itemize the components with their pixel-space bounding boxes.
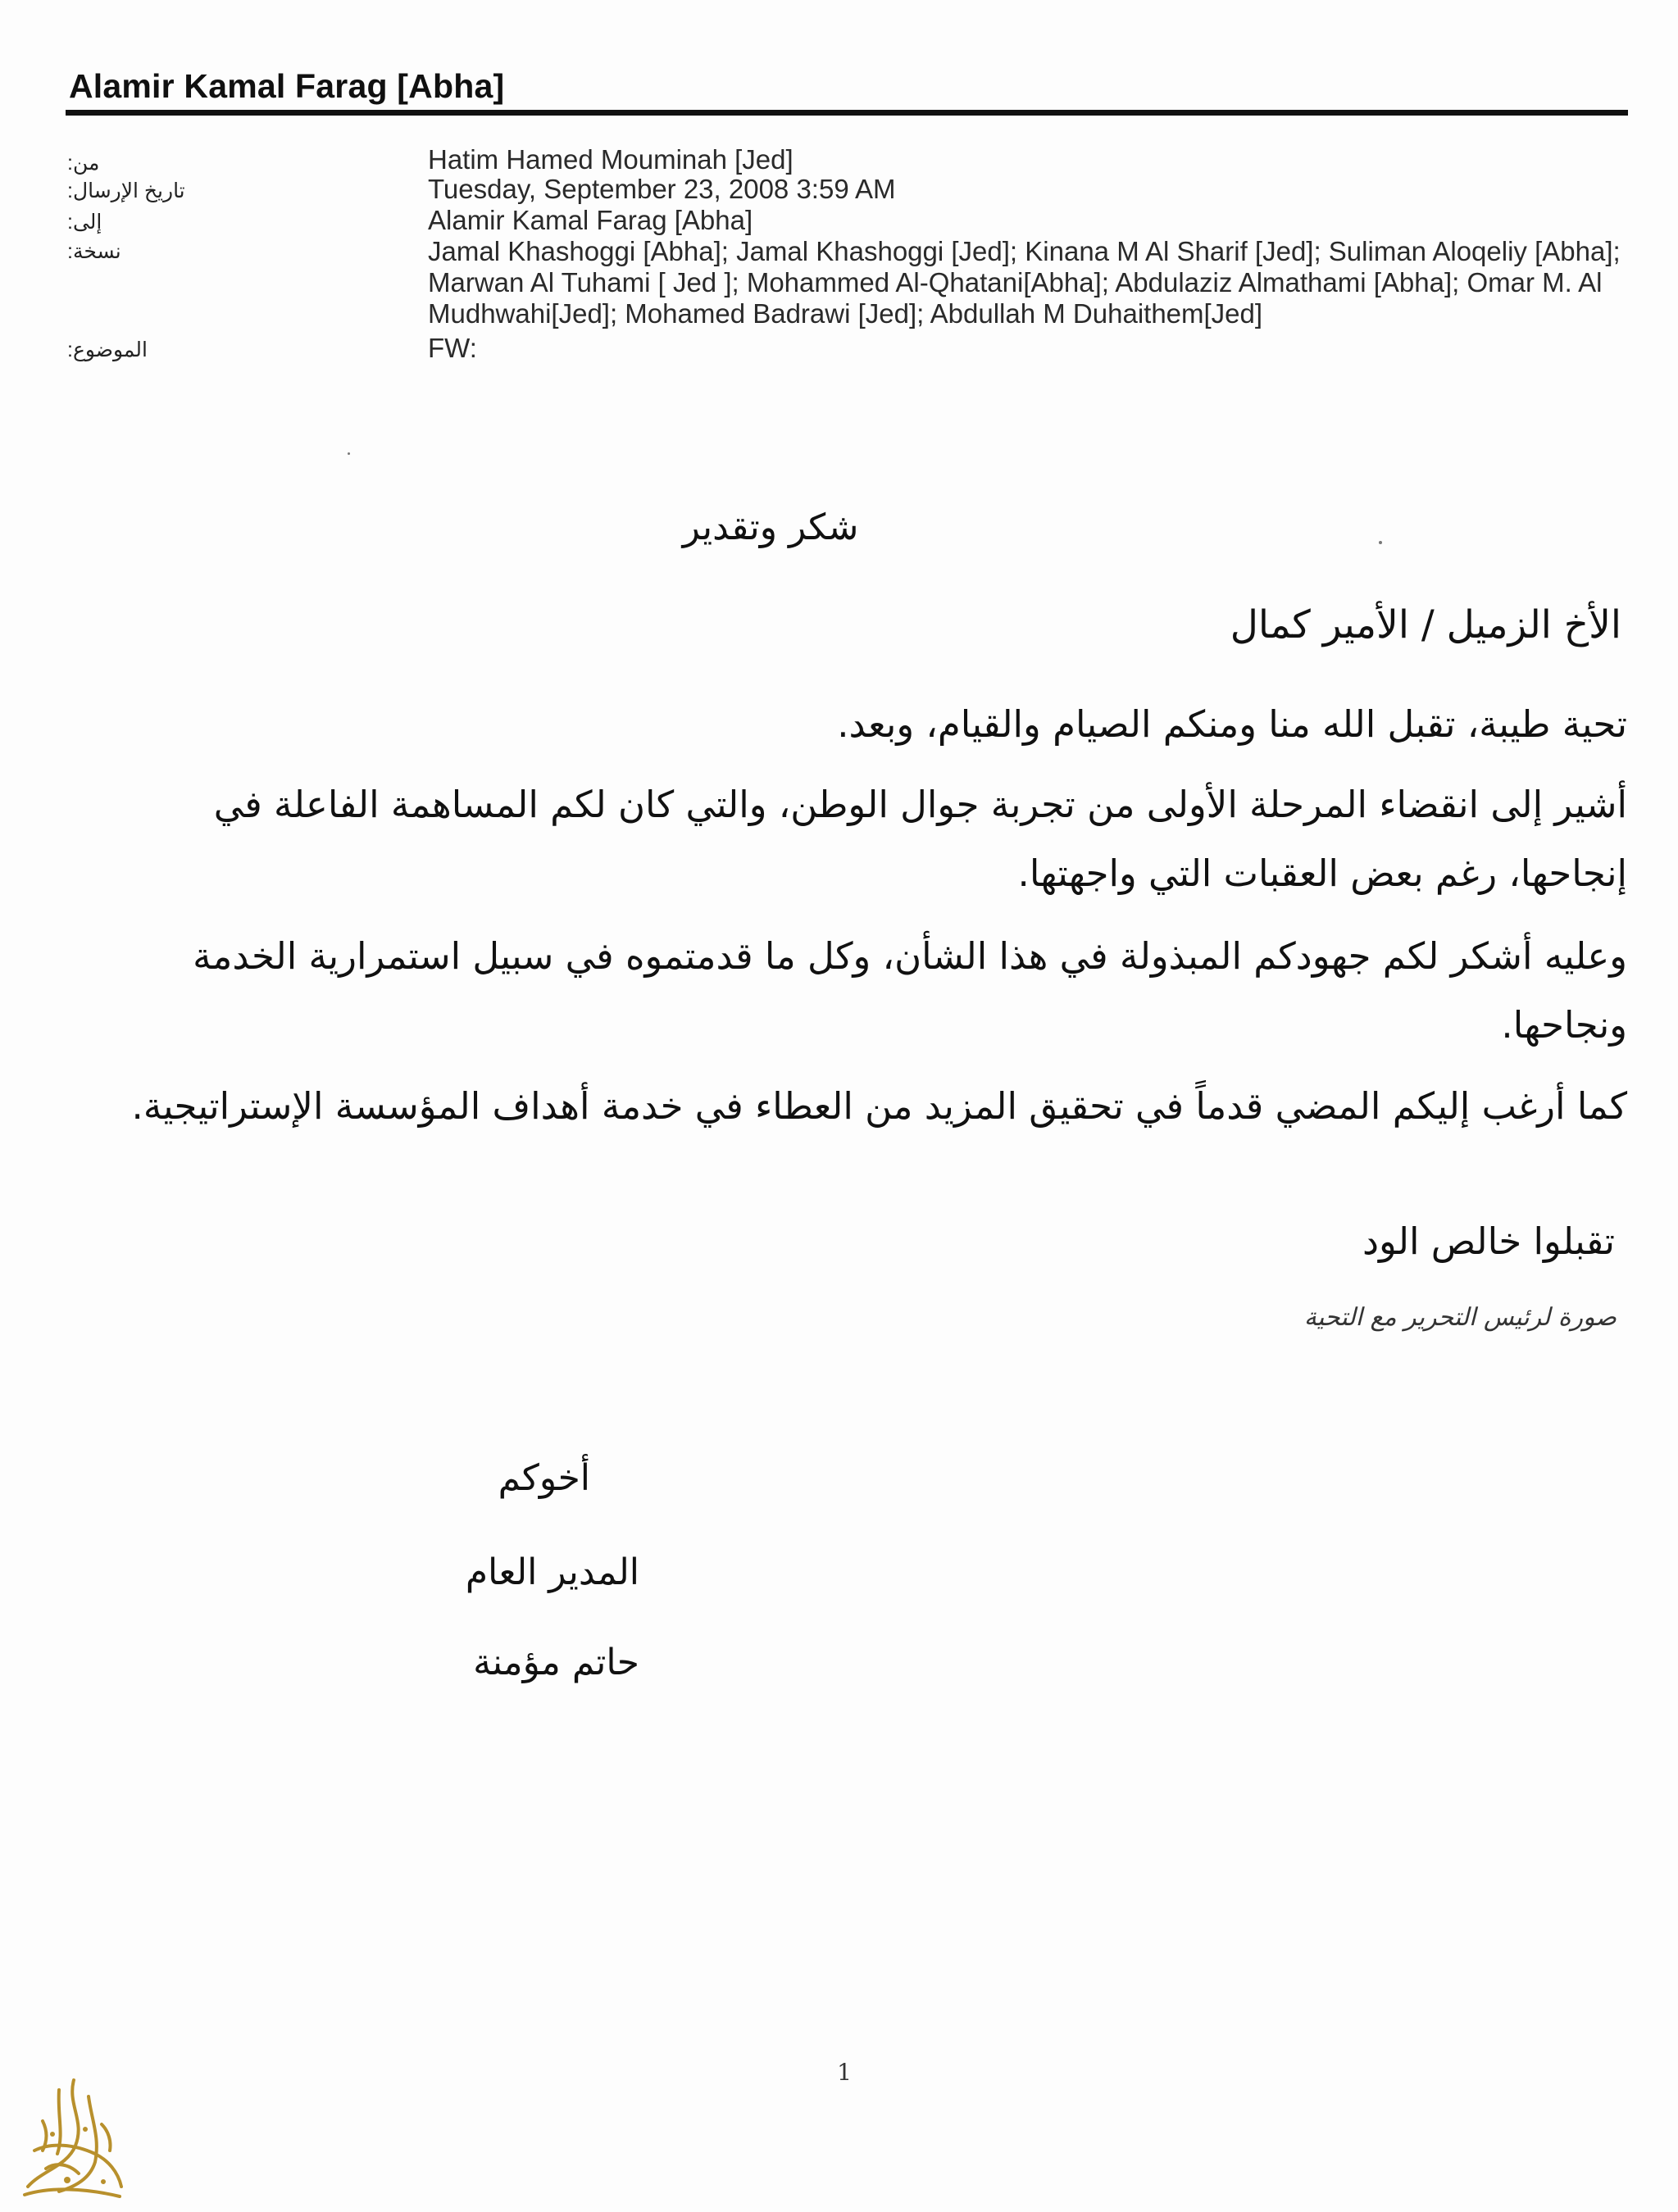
subject-label: الموضوع:	[67, 338, 148, 361]
signature-title: المدير العام	[465, 1551, 639, 1593]
gold-calligraphy-logo-icon	[10, 2072, 133, 2203]
scan-speck	[1379, 541, 1382, 544]
from-label: من:	[67, 152, 100, 175]
signature-brother: أخوكم	[498, 1457, 590, 1499]
page-number: 1	[837, 2059, 852, 2086]
body-paragraph-3: كما أرغب إليكم المضي قدماً في تحقيق المزيد من العطاء في خدمة أهداف المؤسسة الإستراتيجية.	[131, 1084, 1627, 1128]
greeting-paragraph: تحية طيبة، تقبل الله منا ومنكم الصيام والقيام، وبعد.	[837, 702, 1627, 746]
subject-value: FW:	[428, 333, 477, 363]
body-paragraph-1: أشير إلى انقضاء المرحلة الأولى من تجربة جوال الوطن، والتي كان لكم المساهمة الفاعلة في إنجاحها، رغم بعض العقبات التي واجهتها.	[213, 783, 1627, 895]
scan-speck	[348, 452, 350, 455]
body-paragraph-2: وعليه أشكر لكم جهودكم المبذولة في هذا الشأن، وكل ما قدمتموه في سبيل استمرارية الخدمة ونجاحها.	[193, 934, 1627, 1047]
email-window-title: Alamir Kamal Farag [Abha]	[69, 67, 505, 105]
cc-label: نسخة:	[67, 240, 121, 263]
handwritten-cc-note: صورة لرئيس التحرير مع التحية	[1303, 1303, 1617, 1332]
to-value: Alamir Kamal Farag [Abha]	[428, 205, 753, 235]
title-divider	[66, 110, 1628, 116]
to-label: إلى:	[67, 211, 102, 234]
from-value: Hatim Hamed Mouminah [Jed]	[428, 144, 794, 175]
sent-value: Tuesday, September 23, 2008 3:59 AM	[428, 174, 896, 204]
closing-line: تقبلوا خالص الود	[1362, 1220, 1615, 1263]
cc-value: Jamal Khashoggi [Abha]; Jamal Khashoggi [Jed]; Kinana M Al Sharif [Jed]; Suliman Aloqeliy [Abha]; Marwan Al Tuhami [ Jed ]; Mohammed Al-Qhatani[Abha]; Abdulaziz Almathami [Abha]; Omar M. Al Mudhwahi[Jed]; Mohamed Badrawi [Jed]; Abdullah M Duhaithem[Jed]	[428, 236, 1621, 329]
signature-name: حاتم مؤمنة	[473, 1642, 639, 1683]
letter-heading: شكر وتقدير	[682, 506, 859, 548]
sent-label: تاريخ الإرسال:	[67, 179, 185, 202]
salutation: الأخ الزميل / الأمير كمال	[1230, 602, 1621, 647]
